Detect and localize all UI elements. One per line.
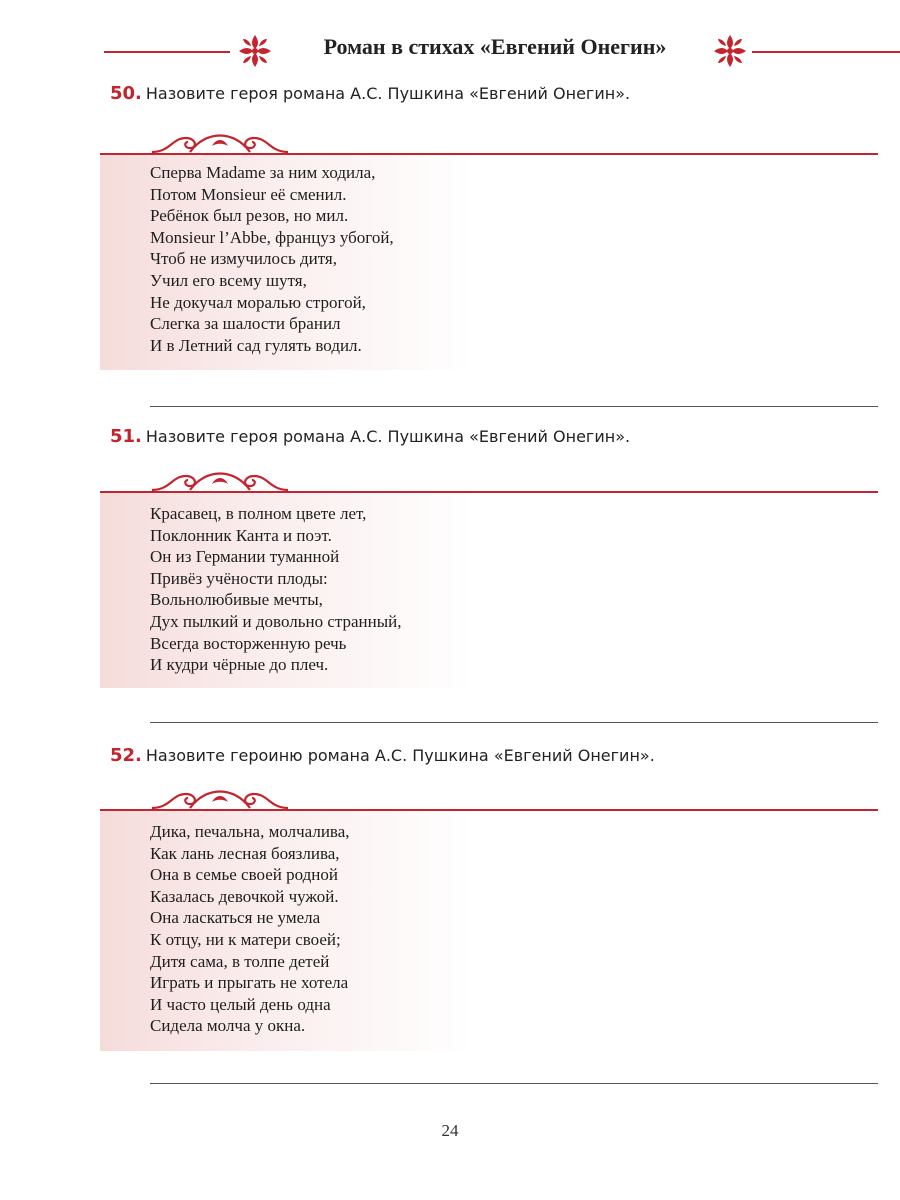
poem-line: Как лань лесная боязлива, (150, 843, 340, 863)
poem-excerpt (150, 162, 490, 356)
poem-line: Всегда восторженную речь (150, 633, 347, 653)
poem-line: И кудри чёрные до плеч. (150, 655, 329, 675)
poem-line: Слегка за шалости бранил (150, 314, 341, 334)
header-rule-left (104, 51, 230, 53)
question-text: Назовите героиню романа А.С. Пушкина «Евгений Онегин». (145, 746, 655, 765)
header-rule-right (752, 51, 900, 53)
question-51 (110, 426, 890, 447)
question-number: 52. (110, 745, 142, 766)
poem-line: Monsieur l’Abbe, француз убогой, (150, 227, 394, 247)
poem-line: Красавец, в полном цвете лет, (150, 504, 367, 523)
page-number: 24 (441, 1121, 459, 1140)
poem-line: Она ласкаться не умела (150, 908, 321, 928)
poem-line: Поклонник Канта и поэт. (150, 525, 332, 545)
poem-line: Не докучал моралью строгой, (150, 292, 366, 312)
poem-line: Казалась девочкой чужой. (150, 886, 339, 906)
scroll-ornament-icon (150, 124, 290, 156)
poem-line: Потом Monsieur её сменил. (150, 184, 347, 204)
poem-line: И в Летний сад гулять водил. (150, 335, 362, 355)
question-number: 50. (110, 83, 142, 104)
poem-line: Она в семье своей родной (150, 865, 338, 885)
poem-line: Привёз учёности плоды: (150, 568, 328, 588)
answer-line[interactable] (150, 722, 878, 723)
poem-line: Он из Германии туманной (150, 547, 340, 567)
poem-line: Дика, печальна, молчалива, (150, 822, 350, 841)
poem-line: Учил его всему шутя, (150, 270, 307, 290)
floral-ornament-icon (237, 33, 273, 69)
poem-line: Дитя сама, в толпе детей (150, 951, 330, 971)
poem-excerpt (150, 503, 490, 676)
question-50 (110, 83, 890, 104)
page-title: Роман в стихах «Евгений Онегин» (323, 34, 667, 59)
scroll-ornament-icon (150, 780, 290, 812)
poem-line: К отцу, ни к матери своей; (150, 929, 341, 949)
question-text: Назовите героя романа А.С. Пушкина «Евгений Онегин». (145, 84, 631, 103)
scroll-ornament-icon (150, 462, 290, 494)
poem-line: Играть и прыгать не хотела (150, 973, 349, 993)
poem-excerpt (150, 821, 490, 1037)
poem-line: И часто целый день одна (150, 994, 331, 1014)
answer-line[interactable] (150, 1083, 878, 1084)
question-52 (110, 745, 890, 766)
poem-line: Сперва Madame за ним ходила, (150, 163, 376, 182)
answer-line[interactable] (150, 406, 878, 407)
poem-line: Вольнолюбивые мечты, (150, 590, 323, 610)
poem-line: Сидела молча у окна. (150, 1016, 306, 1036)
poem-line: Ребёнок был резов, но мил. (150, 206, 349, 226)
poem-line: Дух пылкий и довольно странный, (150, 611, 402, 631)
question-text: Назовите героя романа А.С. Пушкина «Евгений Онегин». (145, 427, 631, 446)
poem-line: Чтоб не измучилось дитя, (150, 249, 337, 269)
question-number: 51. (110, 426, 142, 447)
floral-ornament-icon (712, 33, 748, 69)
